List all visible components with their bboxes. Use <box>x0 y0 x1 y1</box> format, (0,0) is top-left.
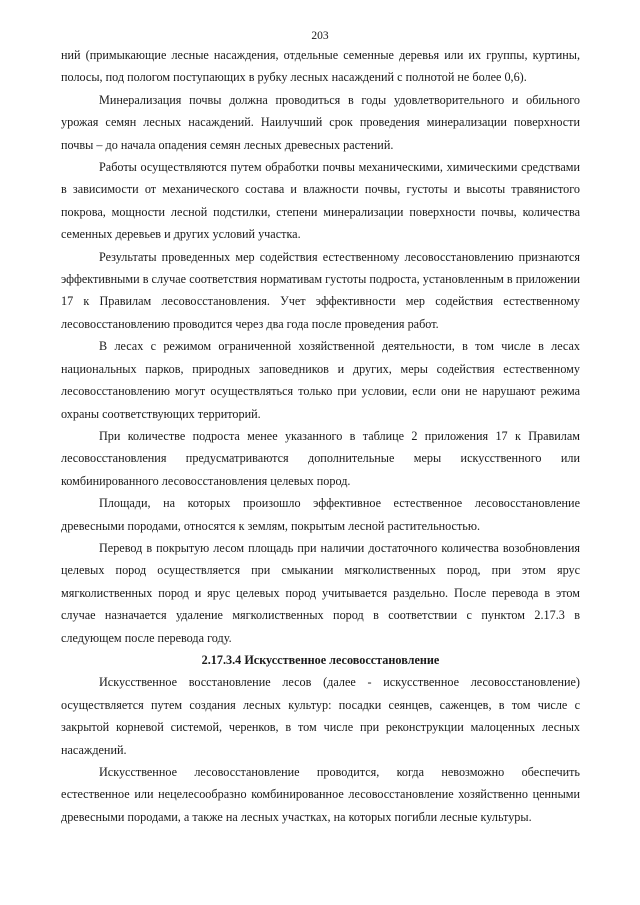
paragraph-undergrowth: При количестве подроста менее указанного в таблице 2 приложения 17 к Правилам лесовосстановления предусматриваются дополнительные меры искусственного или комбинированного лесовосстановления целевых пород. <box>61 428 580 488</box>
page-number: 203 <box>311 30 329 42</box>
paragraph-mineralization: Минерализация почвы должна проводиться в годы удовлетворительного и обильного урожая семян лесных насаждений. Наилучший срок проведения минерализации поверхности почвы – до начала опадения семян лесных древесных растений. <box>61 92 580 152</box>
paragraph-transfer: Перевод в покрытую лесом площадь при наличии достаточного количества возобновления целевых пород осуществляется при смыкании мягколиственных пород, при этом ярус мягколиственных пород и ярус целевых пород учитывается раздельно. После перевода в этом случае назначается удаление мягколиственных пород в соответствии с пунктом 2.17.3 в следующем после перевода году. <box>61 540 580 645</box>
paragraph-areas: Площади, на которых произошло эффективное естественное лесовосстановление древесными породами, относятся к землям, покрытым лесной растительностью. <box>61 496 580 533</box>
section-heading: 2.17.3.4 Искусственное лесовосстановление <box>201 652 440 667</box>
paragraph-works: Работы осуществляются путем обработки почвы механическими, химическими средствами в зависимости от механического состава и влажности почвы, густоты и высоты травянистого покрова, мощности лесной подстилки, степени минерализации поверхности почвы, количества семенных деревьев и других условий участка. <box>61 160 580 242</box>
paragraph-restricted-forests: В лесах с режимом ограниченной хозяйственной деятельности, в том числе в лесах национальных парков, природных заповедников и других, меры содействия естественному лесовосстановлению могут осуществляться только при условии, если они не нарушают режима охраны соответствующих территорий. <box>61 339 580 421</box>
paragraph-continuation: ний (примыкающие лесные насаждения, отдельные семенные деревья или их группы, куртины, полосы, под пологом поступающих в рубку лесных насаждений с полнотой не более 0,6). <box>61 48 580 85</box>
paragraph-artificial: Искусственное восстановление лесов (далее - искусственное лесовосстановление) осуществляется путем создания лесных культур: посадки сеянцев, саженцев, в том числе с закрытой корневой системой, черенков, в том числе при реконструкции малоценных лесных насаждений. <box>61 675 580 757</box>
paragraph-results: Результаты проведенных мер содействия естественному лесовосстановлению признаются эффективными в случае соответствия нормативам густоты подроста, установленным в приложении 17 к Правилам лесовосстановления. Учет эффективности мер содействия естественному лесовосстановлению проводится через два года после проведения работ. <box>61 249 580 331</box>
document-body <box>61 44 580 828</box>
paragraph-artificial-when: Искусственное лесовосстановление проводится, когда невозможно обеспечить естественное или нецелесообразно комбинированное лесовосстановление хозяйственно ценными древесными породами, а также на лесных участках, на которых погибли лесные культуры. <box>61 765 580 824</box>
